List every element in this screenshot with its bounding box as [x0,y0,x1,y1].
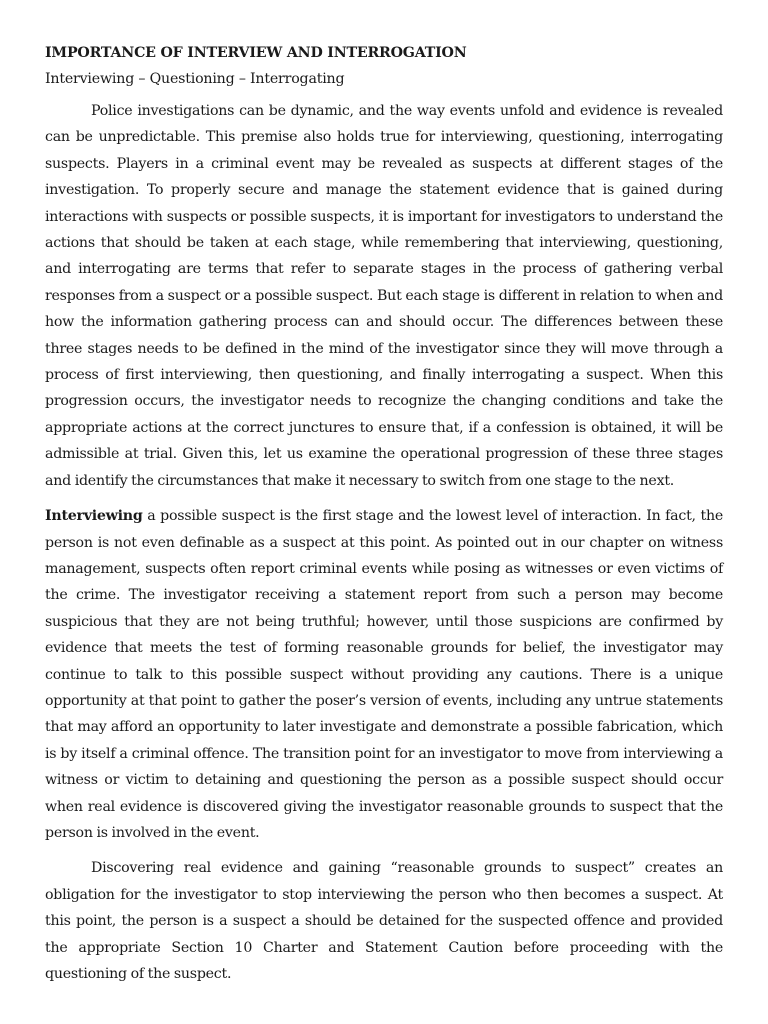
paragraph-intro: Police investigations can be dynamic, and the way events unfold and evidence is revealed can be unpredictable. This premise also holds true for interviewing, questioning, interrogating suspects. Players in a criminal event may be revealed as suspects at different stages of the investigation. To properly secure and manage the statement evidence that is gained during interactions with suspects or possible suspects, it is important for investigators to understand the actions that should be taken at each stage, while remembering that interviewing, questioning, and interrogating are terms that refer to separate stages in the process of gathering verbal responses from a suspect or a possible suspect. But each stage is different in relation to when and how the information gathering process can and should occur. The differences between these three stages needs to be defined in the mind of the investigator since they will move through a process of first interviewing, then questioning, and finally interrogating a suspect. When this progression occurs, the investigator needs to recognize the changing conditions and take the appropriate actions at the correct junctures to ensure that, if a confession is obtained, it will be admissible at trial. Given this, let us examine the operational progression of these three stages and identify the circumstances that make it necessary to switch from one stage to the next. [45,103,723,489]
paragraph-interviewing-body: a possible suspect is the first stage and the lowest level of interaction. In fact, the person is not even definable as a suspect at this point. As pointed out in our chapter on witness management, suspects often report criminal events while posing as witnesses or even victims of the crime. The investigator receiving a statement report from such a person may become suspicious that they are not being truthful; however, until those suspicions are confirmed by evidence that meets the test of forming reasonable grounds for belief, the investigator may continue to talk to this possible suspect without providing any cautions. There is a unique opportunity at that point to gather the poser’s version of events, including any untrue statements that may afford an opportunity to later investigate and demonstrate a possible fabrication, which is by itself a criminal offence. The transition point for an investigator to move from interviewing a witness or victim to detaining and questioning the person as a possible suspect should occur when real evidence is discovered giving the investigator reasonable grounds to suspect that the person is involved in the event. [45,508,723,841]
paragraph-reasonable-grounds: Discovering real evidence and gaining “reasonable grounds to suspect” creates an obligation for the investigator to stop interviewing the person who then becomes a suspect. At this point, the person is a suspect a should be detained for the suspected offence and provided the appropriate Section 10 Charter and Statement Caution before proceeding with the questioning of the suspect. [45,860,723,982]
document-subtitle: Interviewing – Questioning – Interrogating [45,71,345,87]
document-page [45,40,723,996]
paragraph-interviewing-lead: Interviewing [45,508,143,525]
document-title: IMPORTANCE OF INTERVIEW AND INTERROGATION [45,45,467,61]
paragraph-interviewing [45,503,723,846]
